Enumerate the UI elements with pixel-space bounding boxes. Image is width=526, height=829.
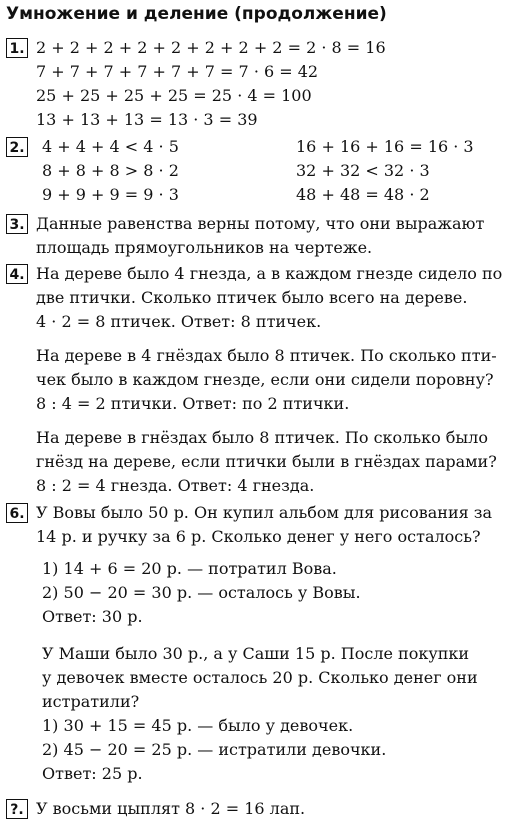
task-number-2: 2.: [6, 137, 28, 157]
task-4-line: две птички. Сколько птичек было всего на дереве.: [36, 288, 468, 307]
task-6-line: У Вовы было 50 р. Он купил альбом для рисования за: [36, 503, 493, 522]
task-1-line: 13 + 13 + 13 = 13 · 3 = 39: [36, 110, 258, 129]
task-1-line: 2 + 2 + 2 + 2 + 2 + 2 + 2 + 2 = 2 · 8 = 16: [36, 38, 386, 57]
task-number-4: 4.: [6, 264, 28, 284]
task-6-line: истратили?: [42, 692, 140, 711]
task-6-line: 1) 30 + 15 = 45 р. — было у девочек.: [42, 716, 354, 735]
task-4-line: чек было в каждом гнезде, если они сидели поровну?: [36, 370, 494, 389]
task-4-line: 8 : 4 = 2 птички. Ответ: по 2 птички.: [36, 394, 350, 413]
task-4-line: На дереве в гнёздах было 8 птичек. По сколько было: [36, 428, 488, 447]
task-6-line: у девочек вместе осталось 20 р. Сколько денег они: [42, 668, 478, 687]
task-number-7: ?.: [6, 799, 28, 819]
task-number-3: 3.: [6, 214, 28, 234]
task-2-left-line: 4 + 4 + 4 < 4 · 5: [42, 137, 179, 156]
task-6-line: 14 р. и ручку за 6 р. Сколько денег у него осталось?: [36, 527, 481, 546]
task-2-right-line: 48 + 48 = 48 · 2: [296, 185, 430, 204]
task-6-line: Ответ: 25 р.: [42, 764, 143, 783]
task-2-right-line: 32 + 32 < 32 · 3: [296, 161, 430, 180]
task-3-line: площадь прямоугольников на чертеже.: [36, 238, 373, 257]
task-6-line: 1) 14 + 6 = 20 р. — потратил Вова.: [42, 559, 337, 578]
task-4-line: На дереве в 4 гнёздах было 8 птичек. По сколько пти-: [36, 346, 497, 365]
task-4-line: 8 : 2 = 4 гнезда. Ответ: 4 гнезда.: [36, 476, 315, 495]
task-2-left-line: 8 + 8 + 8 > 8 · 2: [42, 161, 179, 180]
task-6-line: У Маши было 30 р., а у Саши 15 р. После покупки: [42, 644, 470, 663]
task-number-1: 1.: [6, 38, 28, 58]
task-7-line: У восьми цыплят 8 · 2 = 16 лап.: [36, 799, 306, 818]
task-4-line: 4 · 2 = 8 птичек. Ответ: 8 птичек.: [36, 312, 322, 331]
task-3-line: Данные равенства верны потому, что они выражают: [36, 214, 485, 233]
task-4-line: На дереве было 4 гнезда, а в каждом гнезде сидело по: [36, 264, 503, 283]
task-6-line: Ответ: 30 р.: [42, 607, 143, 626]
task-number-6: 6.: [6, 503, 28, 523]
task-4-line: гнёзд на дереве, если птички были в гнёздах парами?: [36, 452, 497, 471]
page-title: Умножение и деление (продолжение): [6, 4, 387, 24]
task-2-right-line: 16 + 16 + 16 = 16 · 3: [296, 137, 474, 156]
task-2-left-line: 9 + 9 + 9 = 9 · 3: [42, 185, 179, 204]
task-1-line: 25 + 25 + 25 + 25 = 25 · 4 = 100: [36, 86, 312, 105]
task-6-line: 2) 50 − 20 = 30 р. — осталось у Вовы.: [42, 583, 361, 602]
task-1-line: 7 + 7 + 7 + 7 + 7 + 7 = 7 · 6 = 42: [36, 62, 319, 81]
task-6-line: 2) 45 − 20 = 25 р. — истратили девочки.: [42, 740, 387, 759]
